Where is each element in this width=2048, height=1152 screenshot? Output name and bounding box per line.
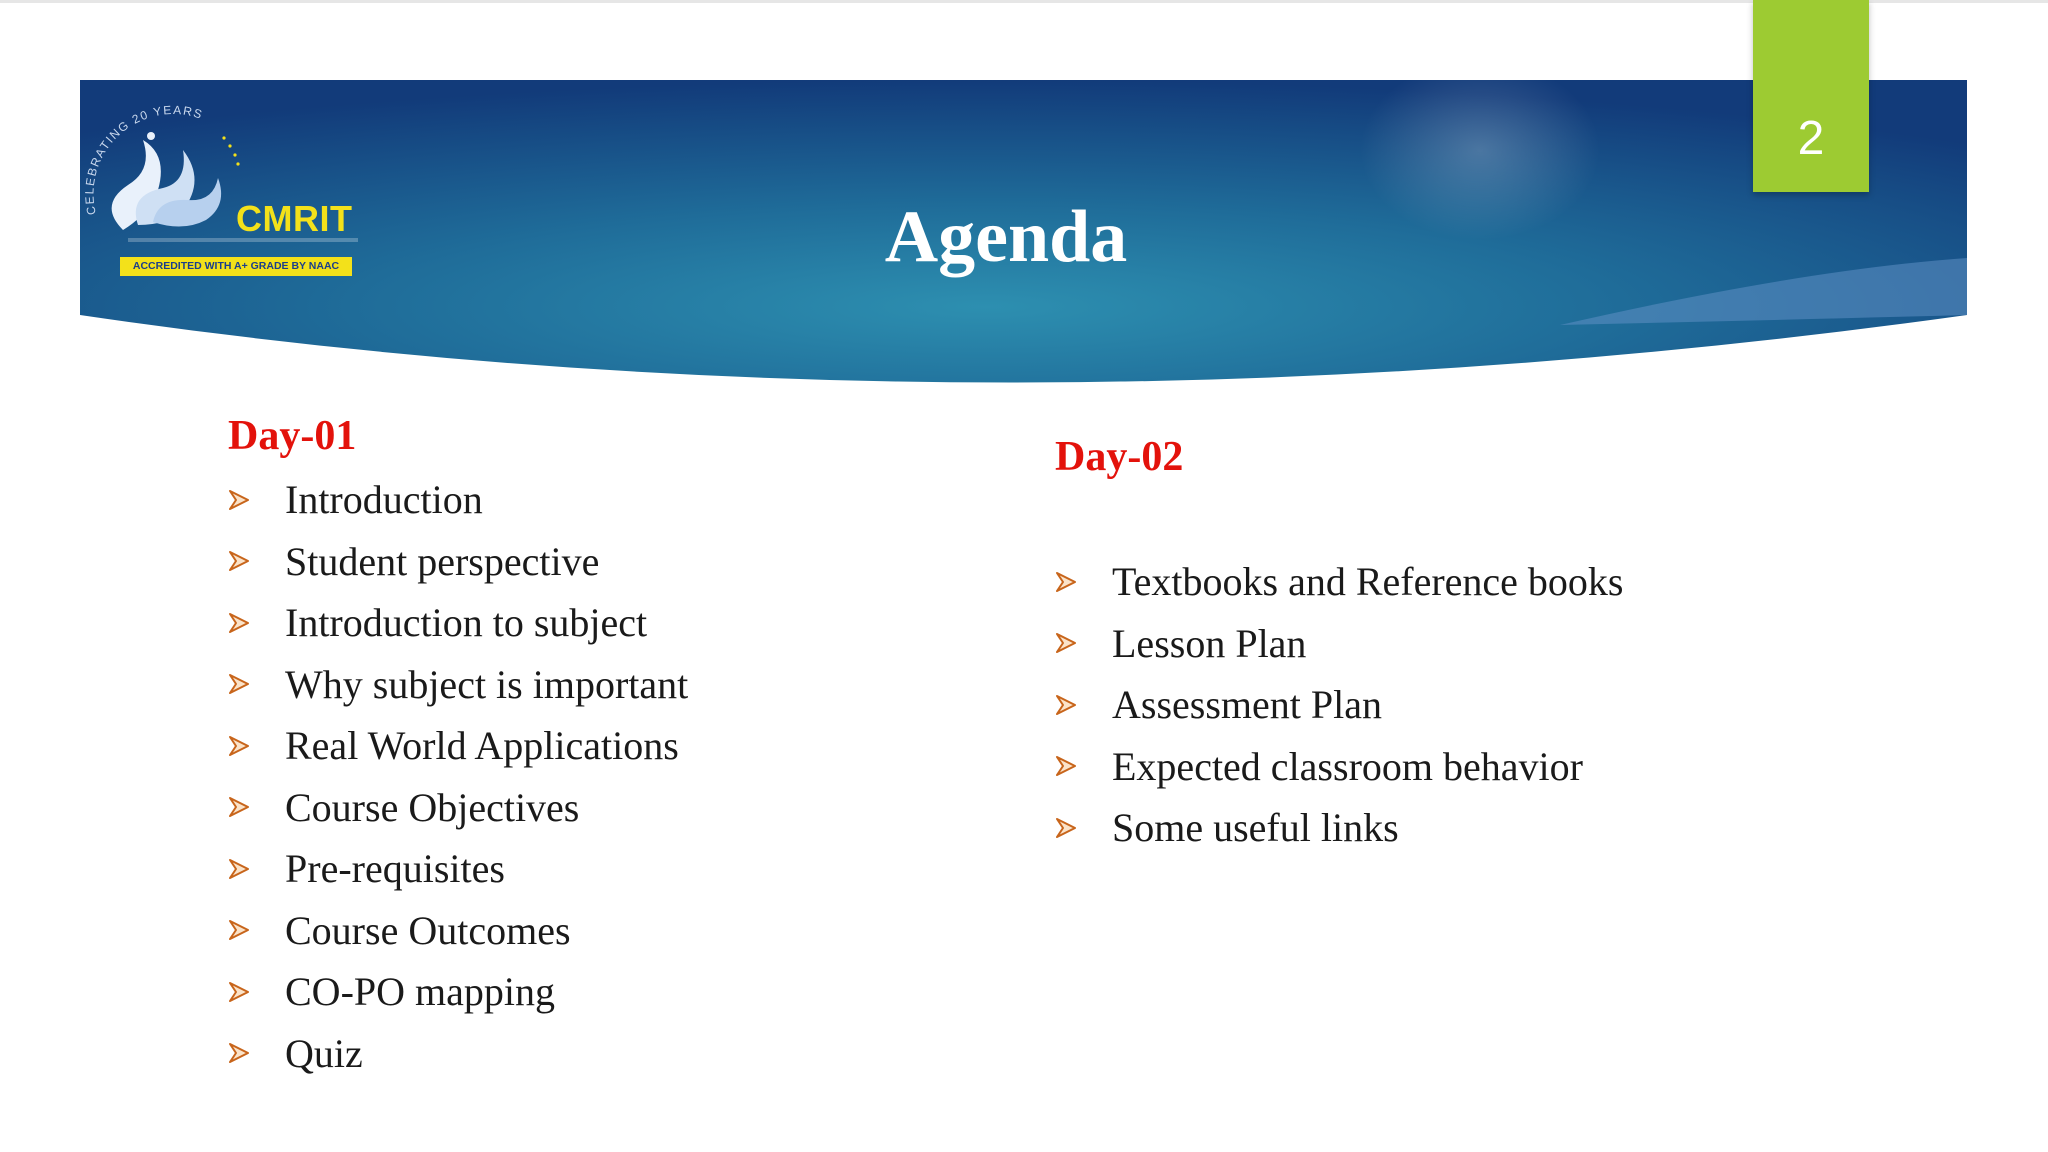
agenda-item-text: Course Objectives: [285, 784, 580, 830]
agenda-item-text: Pre-requisites: [285, 846, 505, 892]
logo-wordmark: CMRIT: [236, 198, 353, 239]
agenda-item: [1055, 797, 1623, 859]
arrowhead-bullet-icon: [228, 854, 285, 884]
arrowhead-bullet-icon: [228, 546, 285, 576]
agenda-item: [228, 961, 688, 1023]
arc-text: CELEBRATING 20 YEARS: [82, 104, 205, 217]
day2-heading: Day-02: [1055, 434, 1184, 480]
agenda-item-text: Some useful links: [1112, 805, 1399, 851]
arrowhead-bullet-icon: [228, 608, 285, 638]
arrowhead-bullet-icon: [1055, 751, 1112, 781]
slide-number-tab: [1753, 0, 1869, 192]
agenda-item-text: Assessment Plan: [1112, 682, 1382, 728]
agenda-item: [228, 715, 688, 777]
arrowhead-bullet-icon: [1055, 690, 1112, 720]
arrowhead-bullet-icon: [228, 915, 285, 945]
slide-number: 2: [1797, 112, 1825, 165]
arrowhead-bullet-icon: [1055, 628, 1112, 658]
arrowhead-bullet-icon: [228, 1038, 285, 1068]
agenda-item: [1055, 736, 1623, 798]
agenda-item-text: Textbooks and Reference books: [1112, 559, 1624, 605]
day1-agenda-list: [228, 469, 688, 1084]
agenda-item: [228, 838, 688, 900]
agenda-item-text: Student perspective: [285, 538, 600, 584]
agenda-item: [1055, 674, 1623, 736]
agenda-item-text: Quiz: [285, 1030, 363, 1076]
arrowhead-bullet-icon: [228, 731, 285, 761]
arrowhead-bullet-icon: [228, 669, 285, 699]
agenda-item-text: Real World Applications: [285, 723, 679, 769]
agenda-item-text: Why subject is important: [285, 661, 689, 707]
arrowhead-bullet-icon: [1055, 813, 1112, 843]
slide-title: Agenda: [884, 196, 1128, 278]
agenda-item: [228, 469, 688, 531]
agenda-item: [228, 531, 688, 593]
agenda-item-text: CO-PO mapping: [285, 969, 555, 1015]
agenda-item: [228, 777, 688, 839]
arrowhead-bullet-icon: [228, 485, 285, 515]
day1-heading: Day-01: [228, 413, 357, 459]
agenda-item: [1055, 551, 1623, 613]
arrowhead-bullet-icon: [228, 977, 285, 1007]
agenda-item-text: Lesson Plan: [1112, 620, 1307, 666]
agenda-item: [1055, 613, 1623, 675]
accreditation-badge: ACCREDITED WITH A+ GRADE BY NAAC: [120, 257, 352, 276]
agenda-item: [228, 900, 688, 962]
agenda-item-text: Introduction to subject: [285, 600, 648, 646]
agenda-item-text: Course Outcomes: [285, 907, 571, 953]
arrowhead-bullet-icon: [228, 792, 285, 822]
agenda-item: [228, 1023, 688, 1085]
arrowhead-bullet-icon: [1055, 567, 1112, 597]
agenda-item-text: Introduction: [285, 477, 483, 523]
agenda-item-text: Expected classroom behavior: [1112, 743, 1583, 789]
day2-agenda-list: [1055, 551, 1623, 859]
agenda-item: [228, 654, 688, 716]
agenda-item: [228, 592, 688, 654]
